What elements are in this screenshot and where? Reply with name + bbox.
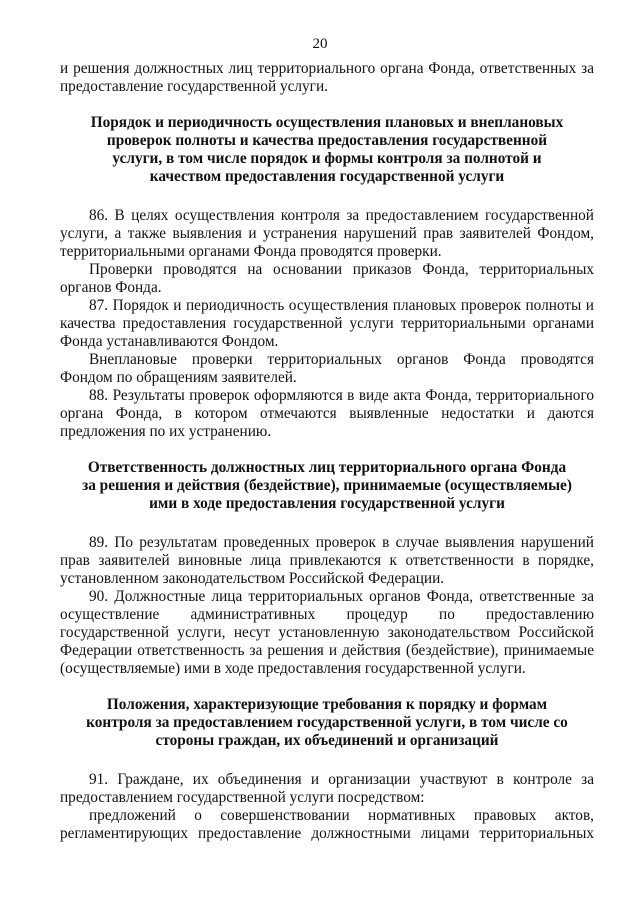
section-heading-2: Ответственность должностных лиц территориального органа Фонда за решения и действия (бездействие), принимаемые (осуществляемые) ими в ходе предоставления государственной услуги — [82, 459, 572, 512]
paragraph-86: 86. В целях осуществления контроля за предоставлением государственной услуги, а также выявления и устранения нарушений прав заявителей Фондом, территориальными органами Фонда проводятся проверки. — [60, 207, 594, 260]
section-2-body — [60, 534, 594, 678]
page-number: 20 — [312, 36, 328, 52]
paragraph-90: 90. Должностные лица территориальных органов Фонда, ответственные за осуществление административных процедур по предоставлению государственной услуги, несут установленную законодательством Российской Федерации ответственность за решения и действия (бездействие), принимаемые (осуществляемые) ими в ходе предоставления государственной услуги. — [60, 588, 594, 677]
section-heading-1: Порядок и периодичность осуществления плановых и внеплановых проверок полноты и качества предоставления государственной услуги, в том числе порядок и формы контроля за полнотой и качеством предоставления государственной услуги — [90, 114, 564, 185]
paragraph-91-item: предложений о совершенствовании нормативных правовых актов, регламентирующих предоставление должностными лицами территориальных — [60, 807, 594, 842]
section-3-body — [60, 771, 594, 843]
paragraph-86-cont: Проверки проводятся на основании приказов Фонда, территориальных органов Фонда. — [60, 261, 594, 296]
paragraph-91: 91. Граждане, их объединения и организации участвуют в контроле за предоставлением государственной услуги посредством: — [60, 771, 594, 806]
section-1-body — [60, 207, 594, 441]
paragraph-88: 88. Результаты проверок оформляются в виде акта Фонда, территориального органа Фонда, в котором отмечаются выявленные недостатки и даются предложения по их устранению. — [60, 387, 594, 440]
paragraph-87-cont: Внеплановые проверки территориальных органов Фонда проводятся Фондом по обращениям заявителей. — [60, 351, 594, 386]
paragraph-87: 87. Порядок и периодичность осуществления плановых проверок полноты и качества предоставления государственной услуги территориальными органами Фонда устанавливаются Фондом. — [60, 297, 594, 350]
paragraph-89: 89. По результатам проведенных проверок в случае выявления нарушений прав заявителей виновные лица привлекаются к ответственности в порядке, установленном законодательством Российской Федерации. — [60, 534, 594, 587]
intro-paragraph: и решения должностных лиц территориального органа Фонда, ответственных за предоставление государственной услуги. — [60, 60, 594, 95]
page-content — [60, 60, 594, 843]
section-heading-3: Положения, характеризующие требования к порядку и формам контроля за предоставлением государственной услуги, в том числе со стороны граждан, их объединений и организаций — [86, 696, 568, 749]
